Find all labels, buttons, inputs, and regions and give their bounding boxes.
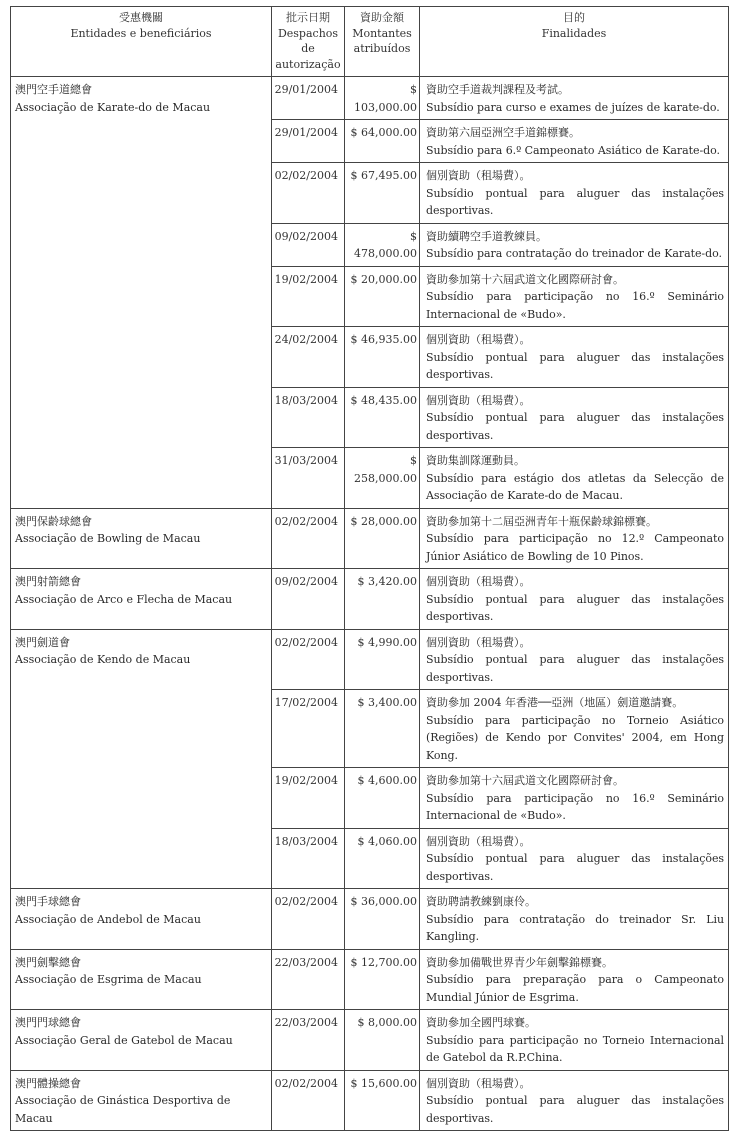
- authorization-date: 22/03/2004: [272, 1010, 345, 1071]
- purpose-text-pt: Subsídio pontual para aluguer das instalações desportivas.: [426, 350, 724, 381]
- header-amount-zh: 資助金額: [360, 11, 404, 24]
- purpose-text-zh: 資助第六屆亞洲空手道錦標賽。: [426, 126, 580, 139]
- entity-name-zh: 澳門體操總會: [15, 1076, 81, 1090]
- amount-value: $ 258,000.00: [345, 448, 420, 509]
- amount-value: $ 3,400.00: [345, 690, 420, 768]
- entity-cell: [11, 77, 272, 509]
- purpose-cell: [420, 690, 729, 768]
- amount-value: $ 67,495.00: [345, 163, 420, 224]
- entity-name-pt: Associação de Andebol de Macau: [15, 912, 201, 926]
- purpose-text-zh: 資助續聘空手道教練員。: [426, 229, 547, 243]
- amount-value: $ 12,700.00: [345, 949, 420, 1010]
- purpose-cell: [420, 1070, 729, 1131]
- document-page: [10, 6, 728, 1131]
- purpose-text-zh: 個別資助（租場費）。: [426, 834, 531, 848]
- authorization-date: 02/02/2004: [272, 889, 345, 950]
- entity-name-pt: Associação de Ginástica Desportiva de Macau: [15, 1094, 231, 1125]
- entity-name-zh: 澳門空手道總會: [15, 83, 92, 96]
- purpose-text-pt: Subsídio para participação no Torneio Internacional de Gatebol da R.P.China.: [426, 1033, 724, 1064]
- table-header-row: [11, 7, 729, 77]
- authorization-date: 02/02/2004: [272, 163, 345, 224]
- table-row: [11, 1010, 729, 1071]
- authorization-date: 02/02/2004: [272, 629, 345, 690]
- purpose-text-pt: Subsídio para estágio dos atletas da Selecção de Associação de Karate-do de Macau.: [426, 471, 724, 502]
- purpose-cell: [420, 448, 729, 509]
- purpose-cell: [420, 629, 729, 690]
- entity-name-zh: 澳門劍道會: [15, 635, 70, 649]
- purpose-cell: [420, 889, 729, 950]
- purpose-cell: [420, 1010, 729, 1071]
- authorization-date: 02/02/2004: [272, 508, 345, 569]
- entity-cell: [11, 889, 272, 950]
- purpose-text-pt: Subsídio para participação no Torneio Asiático (Regiões) de Kendo por Convites' 2004, em Hong Kong.: [426, 713, 724, 762]
- purpose-text-pt: Subsídio para participação no 16.º Seminário Internacional de «Budo».: [426, 290, 724, 321]
- purpose-cell: [420, 120, 729, 163]
- entity-name-pt: Associação de Bowling de Macau: [15, 532, 201, 545]
- table-row: [11, 569, 729, 630]
- purpose-text-pt: Subsídio para curso e exames de juízes de karate-do.: [426, 100, 720, 114]
- table-body: [11, 77, 729, 1131]
- amount-value: $ 478,000.00: [345, 223, 420, 266]
- purpose-cell: [420, 387, 729, 448]
- header-purpose-zh: 目的: [563, 11, 585, 24]
- authorization-date: 09/02/2004: [272, 223, 345, 266]
- purpose-text-pt: Subsídio para preparação para o Campeonato Mundial Júnior de Esgrima.: [426, 973, 724, 1004]
- purpose-text-zh: 資助參加備戰世界青少年劍擊錦標賽。: [426, 955, 613, 969]
- subsidy-table: [10, 6, 729, 1131]
- entity-name-zh: 澳門射箭總會: [15, 575, 81, 588]
- header-entity: [11, 7, 272, 77]
- amount-value: $ 36,000.00: [345, 889, 420, 950]
- authorization-date: 19/02/2004: [272, 266, 345, 327]
- entity-cell: [11, 569, 272, 630]
- entity-name-pt: Associação de Kendo de Macau: [15, 653, 191, 666]
- purpose-text-zh: 個別資助（租場費）。: [426, 1076, 531, 1090]
- entity-cell: [11, 508, 272, 569]
- authorization-date: 29/01/2004: [272, 77, 345, 120]
- entity-cell: [11, 949, 272, 1010]
- amount-value: $ 4,060.00: [345, 828, 420, 889]
- purpose-text-zh: 資助參加第十二屆亞洲青年十瓶保齡球錦標賽。: [426, 514, 657, 528]
- purpose-cell: [420, 266, 729, 327]
- purpose-text-zh: 資助參加全國門球賽。: [426, 1016, 536, 1029]
- purpose-text-pt: Subsídio para participação no 16.º Seminário Internacional de «Budo».: [426, 791, 724, 822]
- amount-value: $ 46,935.00: [345, 327, 420, 388]
- authorization-date: 24/02/2004: [272, 327, 345, 388]
- amount-value: $ 20,000.00: [345, 266, 420, 327]
- amount-value: $ 4,600.00: [345, 768, 420, 829]
- purpose-cell: [420, 163, 729, 224]
- purpose-cell: [420, 828, 729, 889]
- entity-cell: [11, 629, 272, 889]
- purpose-text-zh: 個別資助（租場費）。: [426, 169, 531, 182]
- purpose-text-zh: 個別資助（租場費）。: [426, 333, 531, 346]
- purpose-text-pt: Subsídio pontual para aluguer das instalações desportivas.: [426, 411, 724, 442]
- purpose-text-pt: Subsídio pontual para aluguer das instalações desportivas.: [426, 186, 724, 217]
- amount-value: $ 4,990.00: [345, 629, 420, 690]
- header-date: [272, 7, 345, 77]
- purpose-cell: [420, 569, 729, 630]
- header-amount: [345, 7, 420, 77]
- amount-value: $ 3,420.00: [345, 569, 420, 630]
- authorization-date: 09/02/2004: [272, 569, 345, 630]
- header-entity-zh: 受惠機關: [119, 11, 163, 24]
- header-entity-pt: Entidades e beneficiários: [70, 26, 212, 40]
- purpose-cell: [420, 223, 729, 266]
- header-purpose: [420, 7, 729, 77]
- purpose-text-zh: 資助參加第十六屆武道文化國際研討會。: [426, 774, 624, 787]
- purpose-text-zh: 資助參加第十六屆武道文化國際研討會。: [426, 272, 624, 286]
- purpose-text-pt: Subsídio pontual para aluguer das instalações desportivas.: [426, 592, 724, 623]
- purpose-text-pt: Subsídio para contratação do treinador Sr. Liu Kangling.: [426, 912, 724, 943]
- amount-value: $ 15,600.00: [345, 1070, 420, 1131]
- purpose-text-pt: Subsídio pontual para aluguer das instalações desportivas.: [426, 1094, 724, 1125]
- purpose-cell: [420, 77, 729, 120]
- purpose-cell: [420, 508, 729, 569]
- purpose-cell: [420, 768, 729, 829]
- entity-name-pt: Associação Geral de Gatebol de Macau: [15, 1033, 233, 1047]
- authorization-date: 31/03/2004: [272, 448, 345, 509]
- entity-name-zh: 澳門劍擊總會: [15, 955, 81, 969]
- authorization-date: 02/02/2004: [272, 1070, 345, 1131]
- table-row: [11, 629, 729, 690]
- header-purpose-pt: Finalidades: [541, 26, 607, 40]
- table-row: [11, 508, 729, 569]
- entity-name-pt: Associação de Karate-do de Macau: [15, 100, 211, 114]
- amount-value: $ 103,000.00: [345, 77, 420, 120]
- purpose-text-zh: 個別資助（租場費）。: [426, 635, 531, 649]
- purpose-cell: [420, 949, 729, 1010]
- purpose-text-pt: Subsídio para participação no 12.º Campeonato Júnior Asiático de Bowling de 10 Pinos.: [426, 532, 724, 563]
- purpose-text-zh: 個別資助（租場費）。: [426, 575, 531, 588]
- purpose-cell: [420, 327, 729, 388]
- authorization-date: 18/03/2004: [272, 387, 345, 448]
- purpose-text-zh: 資助集訓隊運動員。: [426, 454, 525, 467]
- purpose-text-pt: Subsídio pontual para aluguer das instalações desportivas.: [426, 653, 724, 684]
- header-amount-pt: Montantes atribuídos: [352, 26, 412, 55]
- entity-cell: [11, 1070, 272, 1131]
- header-date-pt: Despachos de autorização: [275, 26, 341, 71]
- purpose-text-zh: 資助參加 2004 年香港──亞洲（地區）劍道邀請賽。: [426, 696, 684, 709]
- entity-name-zh: 澳門手球總會: [15, 895, 81, 908]
- amount-value: $ 48,435.00: [345, 387, 420, 448]
- amount-value: $ 28,000.00: [345, 508, 420, 569]
- entity-name-zh: 澳門門球總會: [15, 1016, 81, 1029]
- table-row: [11, 77, 729, 120]
- authorization-date: 17/02/2004: [272, 690, 345, 768]
- purpose-text-pt: Subsídio pontual para aluguer das instalações desportivas.: [426, 852, 724, 883]
- table-row: [11, 949, 729, 1010]
- authorization-date: 18/03/2004: [272, 828, 345, 889]
- purpose-text-zh: 資助聘請教練劉康伶。: [426, 895, 536, 908]
- table-row: [11, 889, 729, 950]
- entity-name-zh: 澳門保齡球總會: [15, 514, 92, 528]
- authorization-date: 19/02/2004: [272, 768, 345, 829]
- table-row: [11, 1070, 729, 1131]
- entity-name-pt: Associação de Esgrima de Macau: [15, 973, 202, 986]
- entity-name-pt: Associação de Arco e Flecha de Macau: [15, 592, 233, 606]
- purpose-text-pt: Subsídio para 6.º Campeonato Asiático de Karate-do.: [426, 143, 720, 157]
- entity-cell: [11, 1010, 272, 1071]
- authorization-date: 22/03/2004: [272, 949, 345, 1010]
- purpose-text-zh: 資助空手道裁判課程及考試。: [426, 83, 569, 96]
- amount-value: $ 8,000.00: [345, 1010, 420, 1071]
- purpose-text-pt: Subsídio para contratação do treinador de Karate-do.: [426, 247, 722, 260]
- amount-value: $ 64,000.00: [345, 120, 420, 163]
- purpose-text-zh: 個別資助（租場費）。: [426, 393, 531, 407]
- authorization-date: 29/01/2004: [272, 120, 345, 163]
- header-date-zh: 批示日期: [286, 11, 330, 24]
